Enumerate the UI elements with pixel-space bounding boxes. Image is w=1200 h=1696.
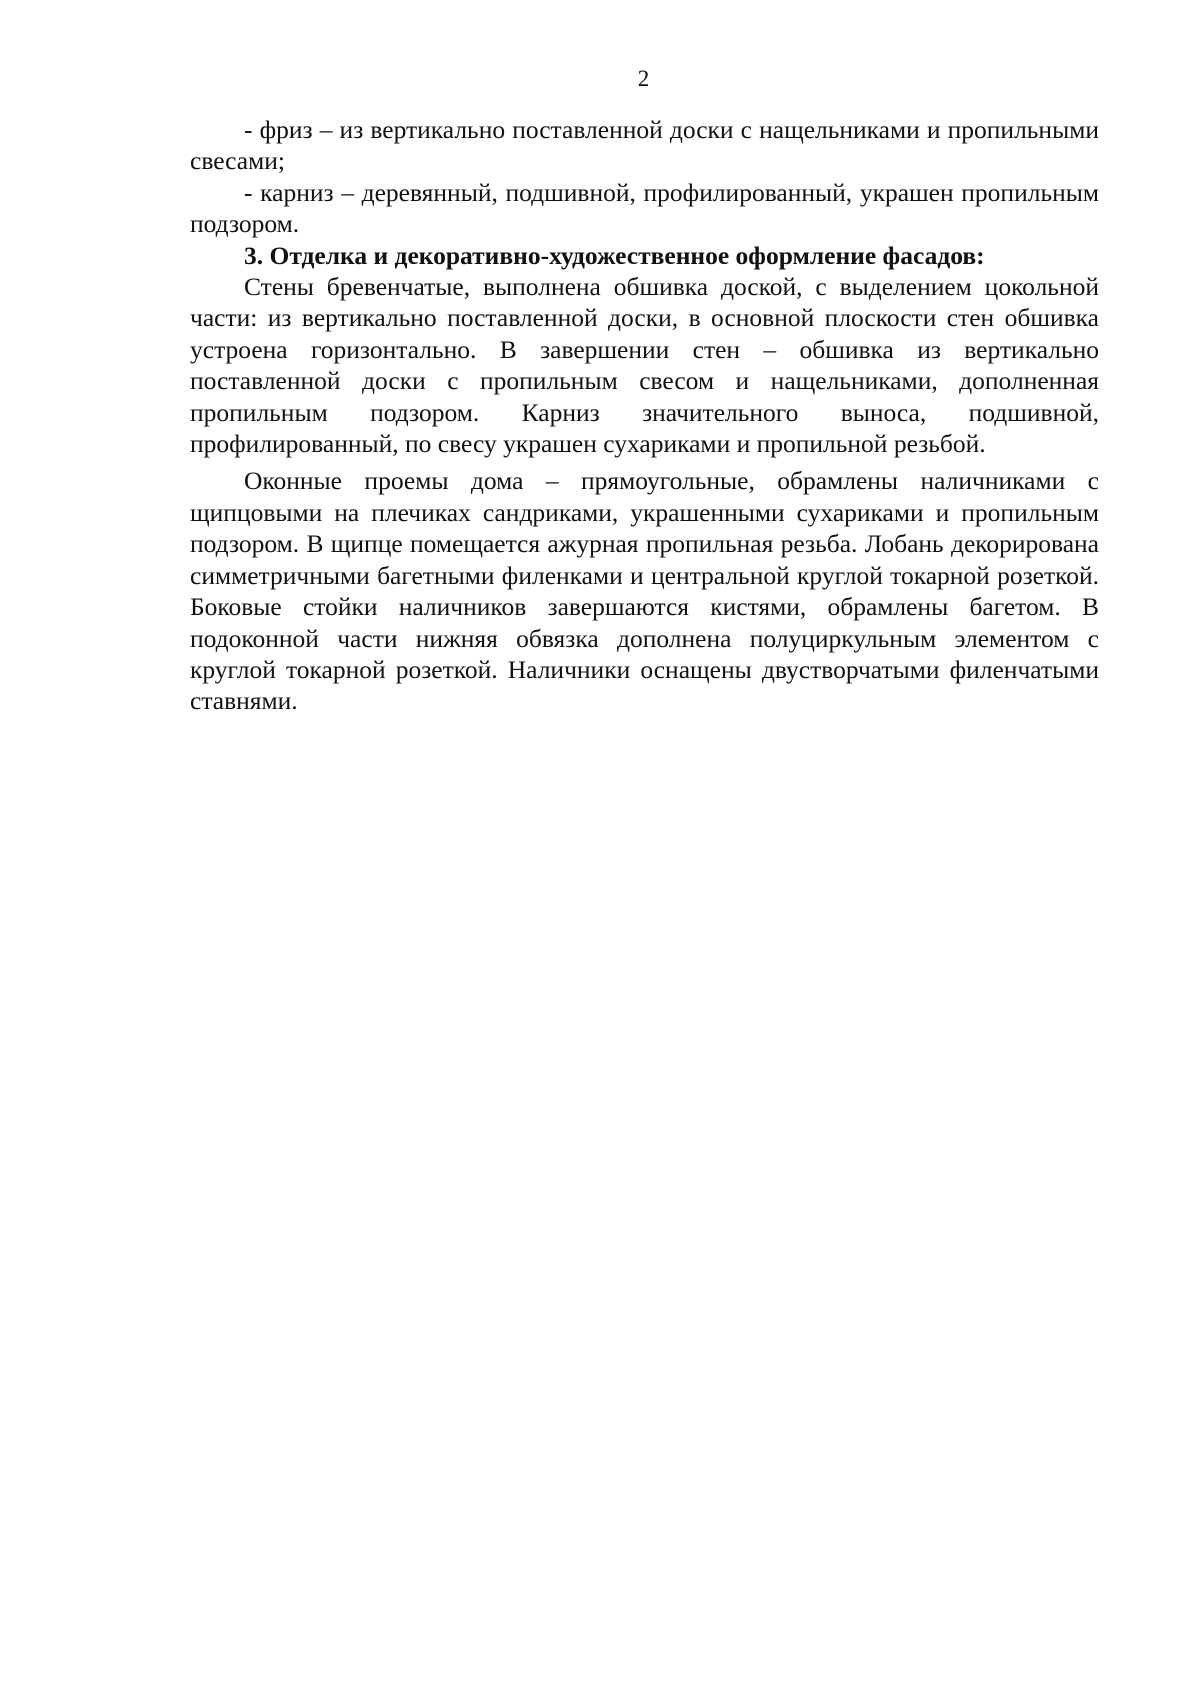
- list-item-friz: - фриз – из вертикально поставленной доски с нащельниками и пропильными свесами;: [190, 115, 1099, 176]
- document-body: [190, 114, 1099, 717]
- paragraph-windows: Оконные проемы дома – прямоугольные, обрамлены наличниками с щипцовыми на плечиках сандриками, украшенными сухариками и пропильным подзором. В щипце помещается ажурная пропильная резьба. Лобань декорирована симметричными багетными филенками и центральной круглой токарной розеткой. Боковые стойки наличников завершаются кистями, обрамлены багетом. В подоконной части нижняя обвязка дополнена полуциркульным элементом с круглой токарной розеткой. Наличники оснащены двустворчатыми филенчатыми ставнями.: [190, 466, 1099, 716]
- section-heading: 3. Отделка и декоративно-художественное оформление фасадов:: [244, 240, 985, 270]
- page-number: 2: [637, 66, 650, 91]
- list-item-karniz: - карниз – деревянный, подшивной, профилированный, украшен пропильным подзором.: [190, 177, 1099, 239]
- paragraph-walls: Стены бревенчатые, выполнена обшивка доской, с выделением цокольной части: из вертикально поставленной доски, в основной плоскости стен обшивка устроена горизонтально. В завершении стен – обшивка из вертикально поставленной доски с пропильным свесом и нащельниками, дополненная пропильным подзором. Карниз значительного выноса, подшивной, профилированный, по свесу украшен сухариками и пропильной резьбой.: [190, 272, 1099, 459]
